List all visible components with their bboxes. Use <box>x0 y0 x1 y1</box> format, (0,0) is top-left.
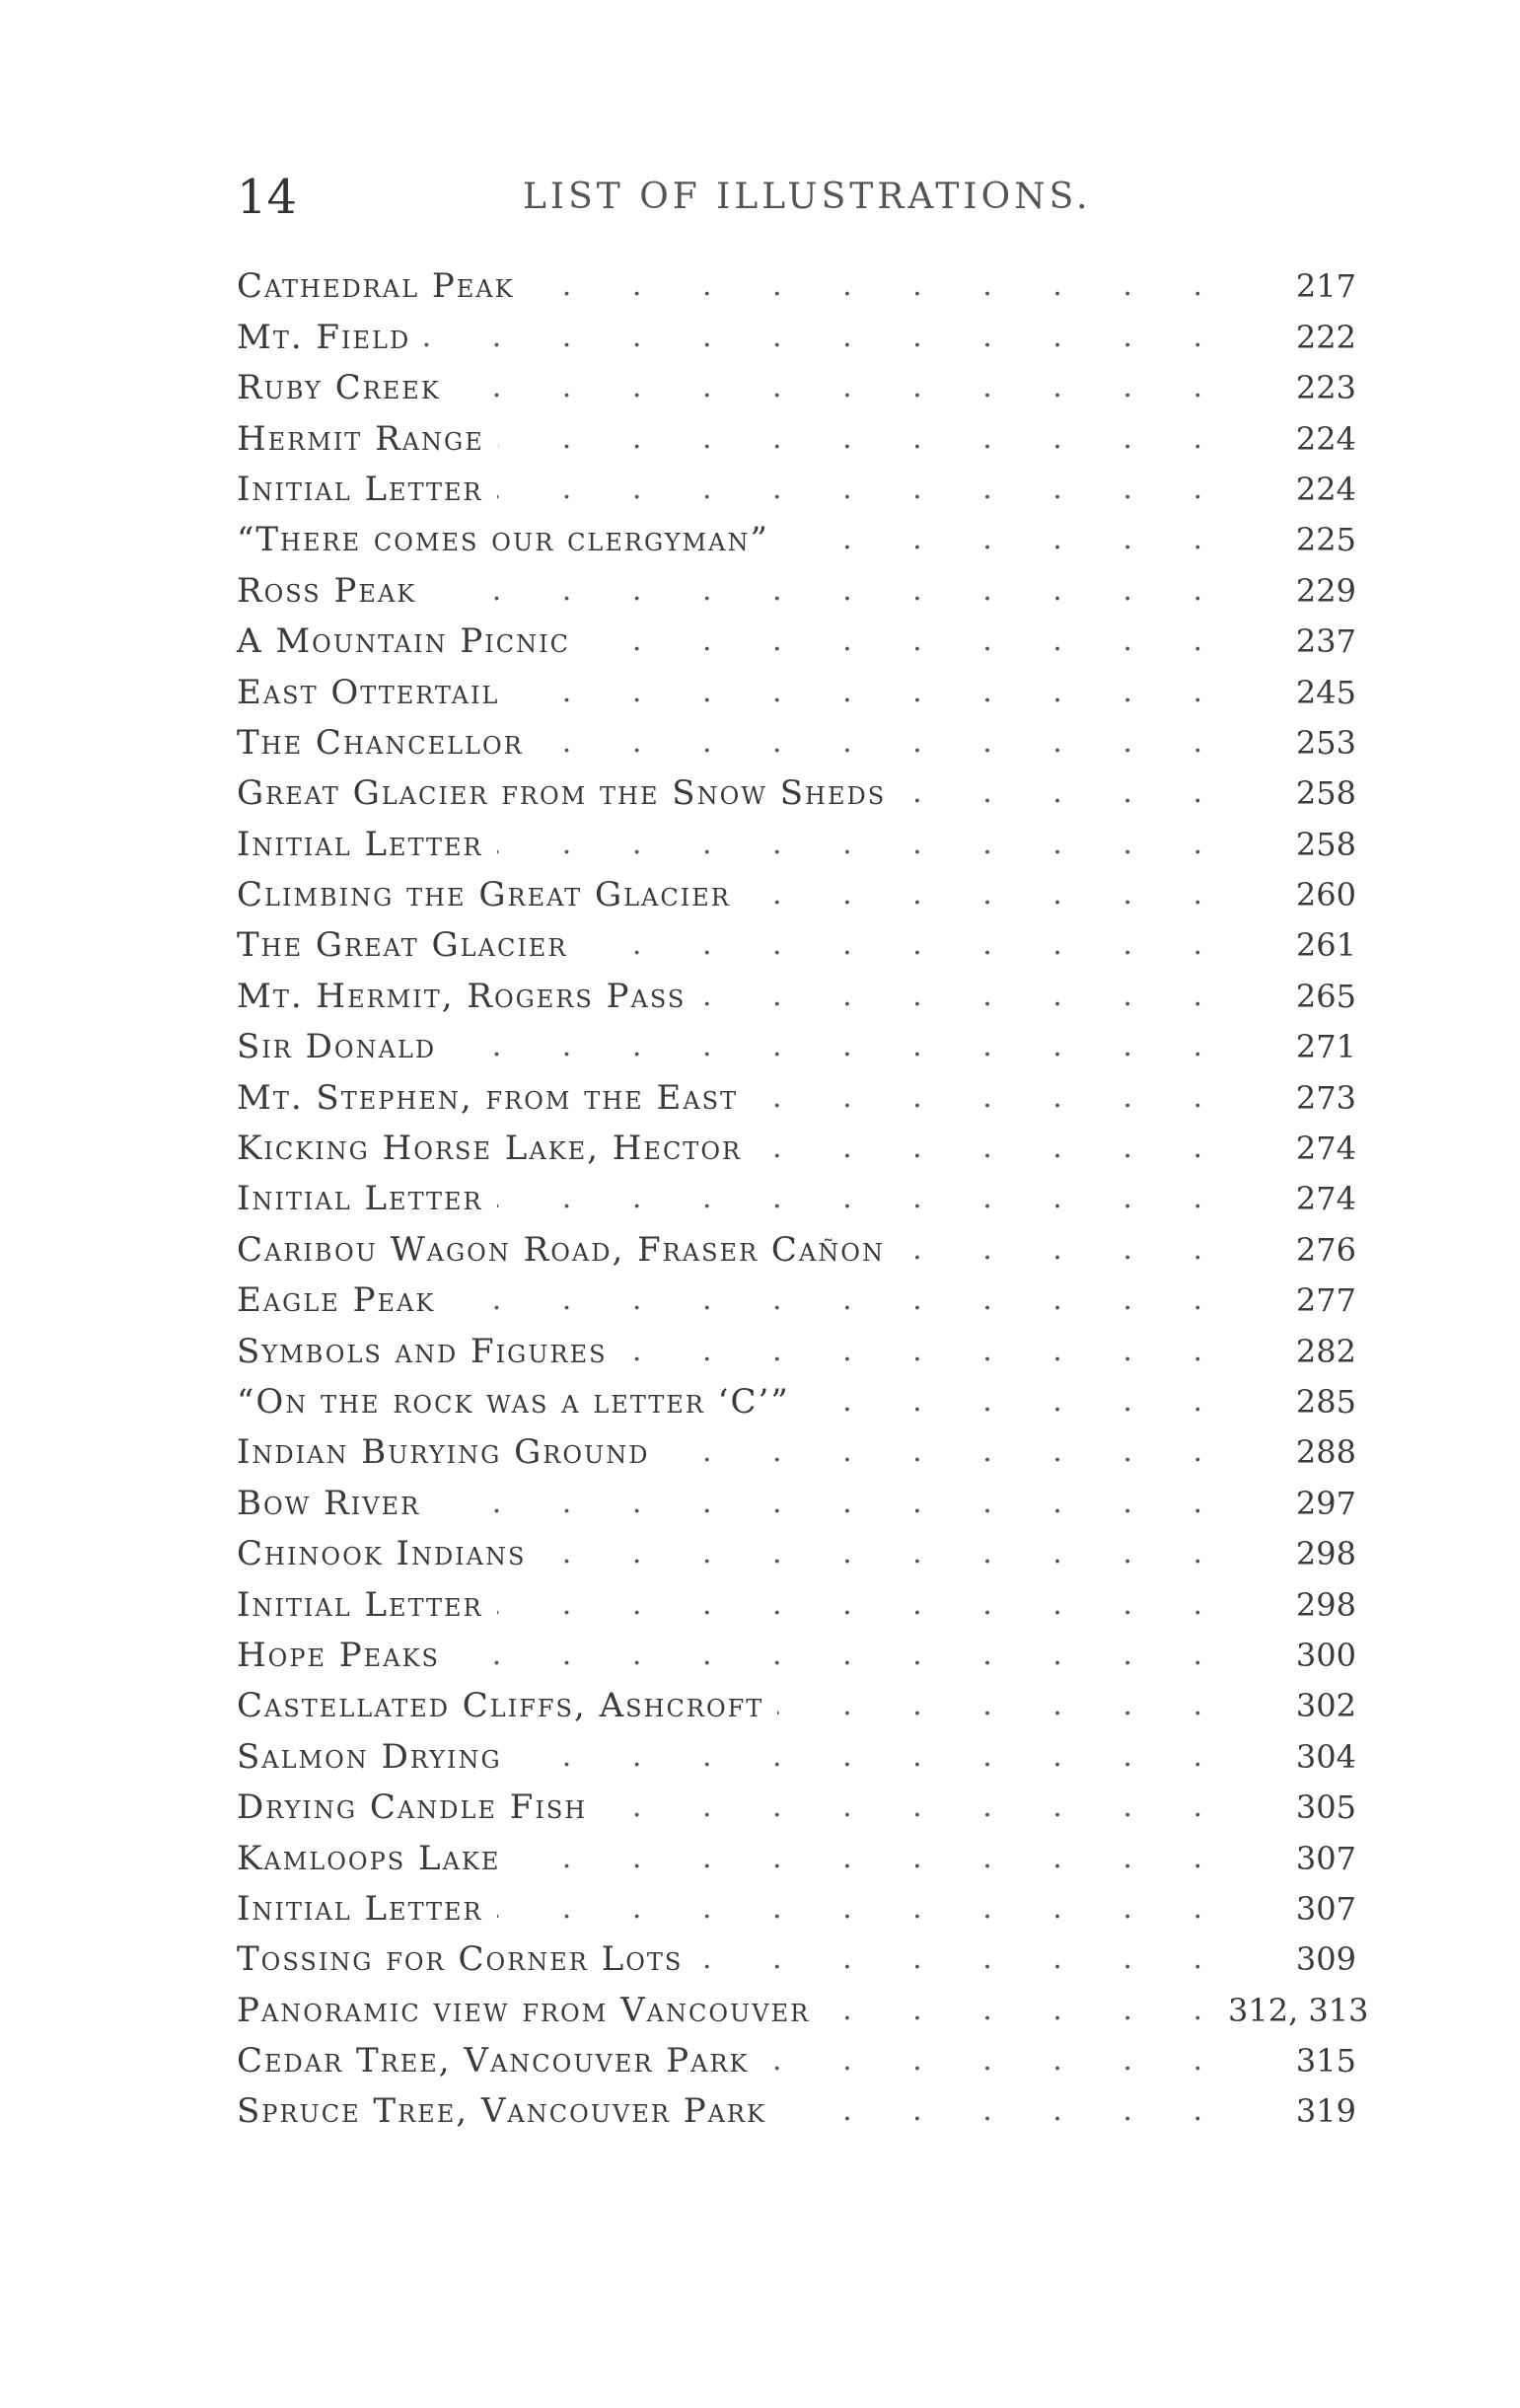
illustration-title: Kamloops Lake <box>237 1838 501 1878</box>
illustration-title: Tossing for Corner Lots <box>237 1939 684 1980</box>
illustration-title: Cedar Tree, Vancouver Park <box>237 2041 750 2081</box>
page-reference: 307 <box>1295 1889 1356 1928</box>
dot-leader <box>514 1836 1228 1881</box>
illustration-title: Indian Burying Ground <box>237 1432 650 1473</box>
dot-leader <box>529 263 1228 309</box>
dot-leader <box>455 365 1228 410</box>
list-item <box>237 1374 1356 1424</box>
list-item <box>237 816 1356 866</box>
page-header <box>237 168 1356 227</box>
page-reference: 224 <box>1295 470 1356 508</box>
list-item <box>237 562 1356 613</box>
illustration-title: The Great Glacier <box>237 925 568 966</box>
list-item <box>237 1273 1356 1323</box>
list-item <box>237 715 1356 766</box>
page-reference: 298 <box>1295 1585 1356 1624</box>
illustrations-list <box>237 258 1369 2134</box>
dot-leader <box>497 467 1228 512</box>
list-item <box>237 2033 1356 2083</box>
dot-leader <box>664 1429 1228 1475</box>
illustration-title: Eagle Peak <box>237 1280 436 1321</box>
dot-leader <box>538 720 1228 766</box>
illustration-title: Initial Letter <box>237 1179 483 1219</box>
dot-leader <box>780 2088 1228 2134</box>
dot-leader <box>424 315 1228 360</box>
illustration-title: Bow River <box>237 1483 421 1523</box>
dot-leader <box>762 2038 1228 2083</box>
page-reference: 312, 313 <box>1228 1991 1369 2029</box>
illustration-title: Panoramic view from Vancouver <box>237 1990 811 2030</box>
list-item <box>237 309 1356 359</box>
running-head: LIST OF ILLUSTRATIONS. <box>523 177 1092 217</box>
list-item <box>237 360 1356 410</box>
page-reference: 261 <box>1295 926 1356 965</box>
page-reference: 223 <box>1295 369 1356 407</box>
dot-leader <box>497 1176 1228 1221</box>
list-item <box>237 1475 1356 1525</box>
dot-leader <box>584 619 1228 664</box>
dot-leader <box>752 1075 1228 1121</box>
page-reference: 298 <box>1295 1535 1356 1573</box>
dot-leader <box>745 872 1228 917</box>
illustration-title: Initial Letter <box>237 469 483 509</box>
dot-leader <box>824 1988 1228 2033</box>
page-reference: 222 <box>1295 318 1356 356</box>
illustration-title: Drying Candle Fish <box>237 1788 588 1828</box>
list-item <box>237 2083 1356 2134</box>
page-reference: 305 <box>1295 1788 1356 1827</box>
illustration-title: A Mountain Picnic <box>237 621 570 662</box>
illustration-title: Hermit Range <box>237 418 484 459</box>
page-reference: 302 <box>1295 1687 1356 1725</box>
dot-leader <box>601 1785 1228 1830</box>
dot-leader <box>516 1734 1228 1780</box>
list-item <box>237 1121 1356 1171</box>
dot-leader <box>513 670 1228 715</box>
dot-leader <box>899 1227 1228 1273</box>
list-item <box>237 968 1356 1018</box>
page-reference: 217 <box>1295 267 1356 306</box>
dot-leader <box>454 1633 1228 1678</box>
illustration-title: Sir Donald <box>237 1027 437 1067</box>
illustration-title: Ruby Creek <box>237 368 441 408</box>
page-reference: 237 <box>1295 622 1356 661</box>
list-item <box>237 614 1356 664</box>
page-reference: 271 <box>1295 1028 1356 1066</box>
page-reference: 300 <box>1295 1636 1356 1674</box>
dot-leader <box>777 1683 1228 1728</box>
dot-leader <box>450 1024 1228 1069</box>
list-item <box>237 664 1356 714</box>
illustration-title: Kicking Horse Lake, Hector <box>237 1129 743 1169</box>
page-reference: 265 <box>1295 977 1356 1015</box>
list-item <box>237 1982 1369 2032</box>
illustration-title: Mt. Hermit, Rogers Pass <box>237 976 687 1016</box>
list-item <box>237 1932 1356 1982</box>
illustration-title: Hope Peaks <box>237 1635 440 1675</box>
dot-leader <box>540 1531 1228 1576</box>
page-reference: 304 <box>1295 1737 1356 1776</box>
list-item <box>237 512 1356 562</box>
illustration-title: East Ottertail <box>237 672 500 712</box>
list-item <box>237 1830 1356 1880</box>
page-reference: 297 <box>1295 1484 1356 1522</box>
illustration-title: “There comes our clergyman” <box>237 520 769 560</box>
dot-leader <box>497 1886 1228 1932</box>
page-reference: 245 <box>1295 673 1356 711</box>
list-item <box>237 1728 1356 1779</box>
illustration-title: Initial Letter <box>237 824 483 864</box>
illustration-title: Cathedral Peak <box>237 266 515 307</box>
dot-leader <box>449 1277 1228 1323</box>
page-reference: 253 <box>1295 723 1356 762</box>
illustration-title: “On the rock was a letter ‘C’” <box>237 1381 790 1422</box>
list-item <box>237 1780 1356 1830</box>
dot-leader <box>756 1126 1228 1171</box>
list-item <box>237 1576 1356 1627</box>
dot-leader <box>497 822 1228 867</box>
list-item <box>237 1069 1356 1120</box>
list-item <box>237 1628 1356 1678</box>
page-reference: 288 <box>1295 1433 1356 1472</box>
page-reference: 225 <box>1295 521 1356 559</box>
dot-leader <box>900 770 1228 816</box>
dot-leader <box>434 1481 1228 1526</box>
list-item <box>237 1678 1356 1728</box>
list-item <box>237 766 1356 816</box>
page-reference: 309 <box>1295 1940 1356 1979</box>
list-item <box>237 410 1356 461</box>
dot-leader <box>498 416 1228 462</box>
dot-leader <box>621 1329 1228 1374</box>
page-reference: 260 <box>1295 876 1356 914</box>
dot-leader <box>696 1936 1228 1982</box>
illustration-title: Caribou Wagon Road, Fraser Cañon <box>237 1229 885 1270</box>
illustration-title: Castellated Cliffs, Ashcroft <box>237 1686 764 1726</box>
page-number: 14 <box>237 170 298 225</box>
page-reference: 224 <box>1295 419 1356 458</box>
page-reference: 258 <box>1295 825 1356 863</box>
list-item <box>237 1171 1356 1221</box>
illustration-title: Spruce Tree, Vancouver Park <box>237 2091 766 2132</box>
list-item <box>237 1323 1356 1373</box>
illustration-title: Initial Letter <box>237 1584 483 1625</box>
page-reference: 319 <box>1295 2092 1356 2131</box>
illustration-title: Salmon Drying <box>237 1736 502 1777</box>
dot-leader <box>783 517 1228 562</box>
page-reference: 277 <box>1295 1281 1356 1320</box>
list-item <box>237 1526 1356 1576</box>
list-item <box>237 1019 1356 1069</box>
list-item <box>237 258 1356 309</box>
illustration-title: Symbols and Figures <box>237 1331 608 1371</box>
illustration-title: Mt. Stephen, from the East <box>237 1077 739 1118</box>
dot-leader <box>497 1582 1228 1628</box>
page-reference: 229 <box>1295 571 1356 610</box>
page-reference: 285 <box>1295 1382 1356 1421</box>
illustration-title: Ross Peak <box>237 570 417 611</box>
dot-leader <box>581 922 1228 968</box>
page-reference: 273 <box>1295 1078 1356 1117</box>
page-reference: 274 <box>1295 1180 1356 1218</box>
list-item <box>237 867 1356 917</box>
page-reference: 307 <box>1295 1839 1356 1877</box>
page-reference: 282 <box>1295 1332 1356 1370</box>
illustration-title: Initial Letter <box>237 1888 483 1929</box>
list-item <box>237 1221 1356 1272</box>
illustration-title: Chinook Indians <box>237 1534 527 1574</box>
illustration-title: Great Glacier from the Snow Sheds <box>237 773 887 814</box>
dot-leader <box>699 974 1228 1019</box>
illustration-title: Climbing the Great Glacier <box>237 875 731 915</box>
list-item <box>237 462 1356 512</box>
page-reference: 315 <box>1295 2042 1356 2080</box>
page-reference: 274 <box>1295 1130 1356 1168</box>
dot-leader <box>804 1379 1228 1424</box>
list-item <box>237 917 1356 968</box>
illustration-title: The Chancellor <box>237 722 524 763</box>
dot-leader <box>430 568 1228 614</box>
page-reference: 258 <box>1295 774 1356 813</box>
page-reference: 276 <box>1295 1230 1356 1269</box>
illustration-title: Mt. Field <box>237 317 411 357</box>
list-item <box>237 1881 1356 1932</box>
list-item <box>237 1424 1356 1475</box>
